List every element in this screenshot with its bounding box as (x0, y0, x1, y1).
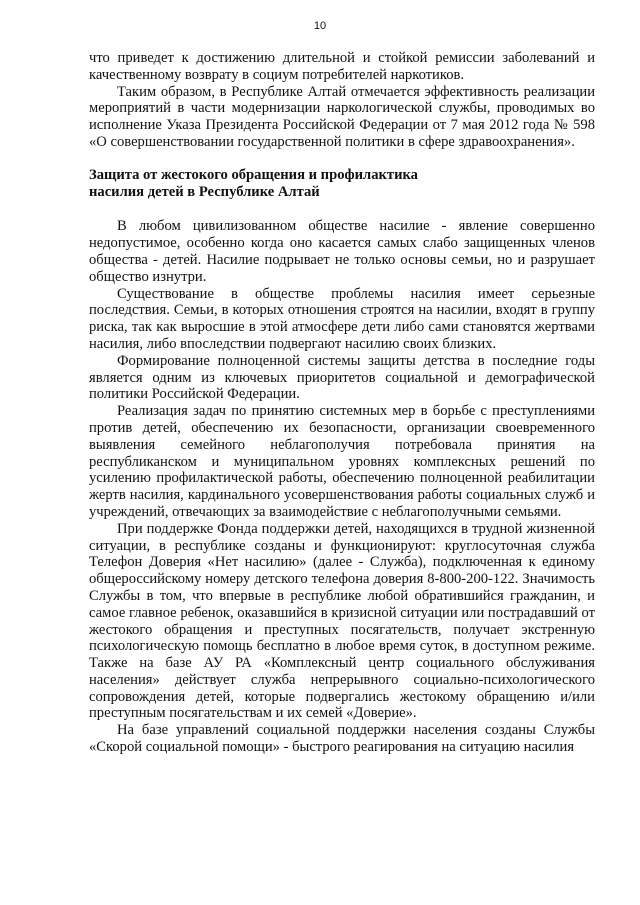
section-heading-line: Защита от жестокого обращения и профилактика (89, 166, 418, 183)
section-heading-line: насилия детей в Республике Алтай (89, 183, 320, 200)
page-number: 10 (313, 20, 327, 32)
paragraph: Формирование полноценной системы защиты детства в последние годы является одним из ключевых приоритетов социальной и демографической политики Российской Федерации. (89, 352, 595, 403)
paragraph: В любом цивилизованном обществе насилие - явление совершенно недопустимое, особенно когда оно касается самых слабо защищенных членов общества - детей. Насилие подрывает не только основы семьи, но и разрушает общество изнутри. (89, 218, 595, 285)
paragraph: Существование в обществе проблемы насилия имеет серьезные последствия. Семьи, в которых отношения строятся на насилии, входят в группу риска, так как выросшие в этой атмосфере дети либо сами становятся жертвами насилия, либо впоследствии подвергают насилию своих близких. (89, 285, 595, 352)
document-body (89, 50, 595, 756)
paragraph: что приведет к достижению длительной и стойкой ремиссии заболеваний и качественному возврату в социум потребителей наркотиков. (89, 50, 595, 83)
section-heading (89, 167, 595, 201)
paragraph: Таким образом, в Республике Алтай отмечается эффективность реализации мероприятий в части модернизации наркологической службы, проводимых во исполнение Указа Президента Российской Федерации от 7 мая 2012 года № 598 «О совершенствовании государственной политики в сфере здравоохранения». (89, 83, 595, 150)
paragraph: При поддержке Фонда поддержки детей, находящихся в трудной жизненной ситуации, в республике созданы и функционируют: круглосуточная служба Телефон Доверия «Нет насилию» (далее - Служба), подключенная к единому общероссийскому номеру детского телефона доверия 8-800-200-122. Значимость Службы в том, что впервые в республике любой обратившийся гражданин, и самое главное ребенок, оказавшийся в кризисной ситуации или пострадавший от жестокого обращения и преступных посягательств, получает экстренную психологическую помощь бесплатно в любое время суток, в доступном режиме. Также на базе АУ РА «Комплексный центр социального обслуживания населения» действует служба непрерывного социально-психологического сопровождения детей, которые подвергались жестокому обращению и/или преступным посягательствам и их семей «Доверие». (89, 520, 595, 722)
paragraph: На базе управлений социальной поддержки населения созданы Службы «Скорой социальной помощи» - быстрого реагирования на ситуацию насилия (89, 722, 595, 756)
paragraph: Реализация задач по принятию системных мер в борьбе с преступлениями против детей, обеспечению их безопасности, организации своевременного выявления семейного неблагополучия потребовала принятия на республиканском и муниципальном уровнях комплексных решений по усилению профилактической работы, обеспечению полноценной реабилитации жертв насилия, кардинального усовершенствования работы социальных служб и учреждений, отвечающих за взаимодействие с неблагополучными семьями. (89, 403, 595, 520)
